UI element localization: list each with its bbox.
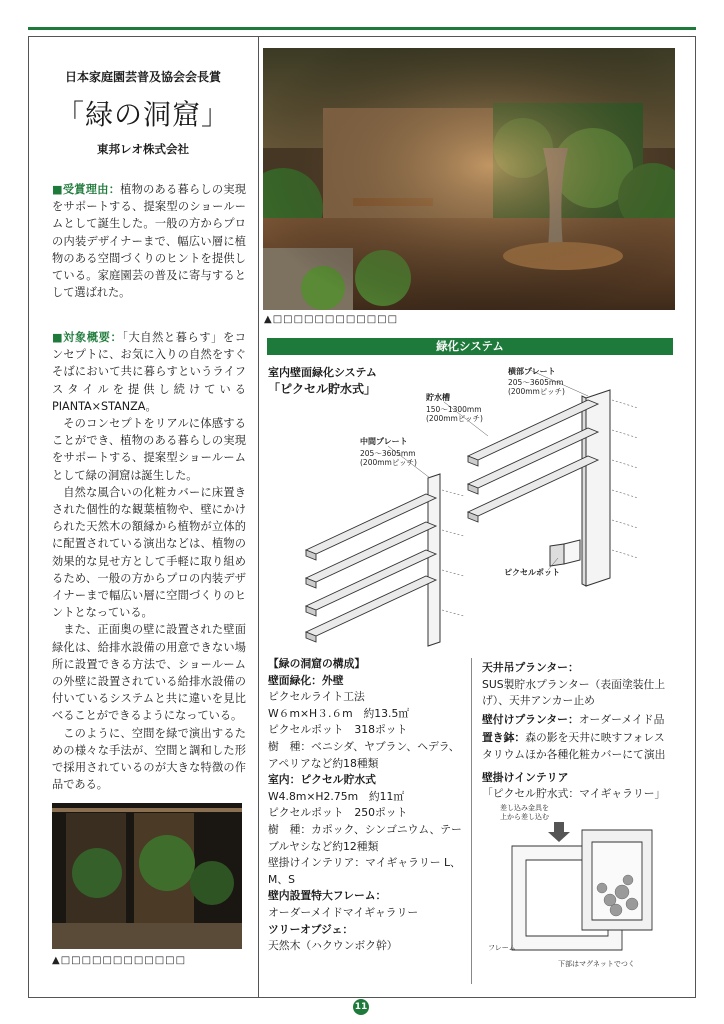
interior-species: 樹 種：カポック、シンゴニウム、テーブルヤシなど約12種類 xyxy=(268,822,462,853)
composition-heading: 【緑の洞窟の構成】 xyxy=(268,657,366,670)
overview-paragraph-3: 自然な風合いの化粧カバーに床置きされた個性的な観葉植物や、壁にかけられた天然木の額縁から植物が立体的に配置されている演出などは、植物の効果的な見せ方として手軽に取り組めるため、一般の方からプロの内装デザイナーまで幅広い層に空間づくりのヒントとなっている。 xyxy=(52,485,246,620)
pixel-system-diagram xyxy=(268,360,674,660)
label-top-plate-dim2: (200mmピッチ) xyxy=(508,387,565,396)
diagram-note-line1: 差し込み金具を xyxy=(500,804,549,812)
system-section-header: 緑化システム xyxy=(267,338,673,355)
reason-lead: ■受賞理由： xyxy=(52,183,121,196)
award-name: 日本家庭園芸普及協会会長賞 xyxy=(64,70,221,84)
frame-value: オーダーメイドマイギャラリー xyxy=(268,905,419,919)
label-top-plate-dim1: 205～3605mm xyxy=(508,378,564,387)
exterior-label: 壁面緑化：外壁 xyxy=(268,673,344,687)
exterior-size: W６m×H３.６m 約13.5㎡ xyxy=(268,706,410,720)
overview-lead: ■対象概要： xyxy=(52,331,123,344)
wall-interior-value: 「ピクセル貯水式：マイギャラリー」 xyxy=(482,787,666,801)
label-mid-plate-dim2: (200mmピッチ) xyxy=(360,458,417,467)
overview xyxy=(52,329,246,793)
label-tank: 貯水槽 xyxy=(426,393,450,402)
hanging-planter-label: 天井吊プランター： xyxy=(482,661,579,674)
tree-value: 天然木（ハクウンボク幹） xyxy=(268,939,398,953)
interior-size: W4.8m×H2.75m 約11㎡ xyxy=(268,789,405,803)
exterior-method: ピクセルライト工法 xyxy=(268,690,365,704)
award-reason xyxy=(52,181,246,301)
insert-arrow-icon xyxy=(548,822,570,842)
wall-planter-label: 壁付けプランター： xyxy=(482,712,579,726)
bottom-photo-caption: ▲□□□□□□□□□□□□ xyxy=(52,955,187,966)
frame-label: 壁内設置特大フレーム： xyxy=(268,889,387,903)
system-title-line1: 室内壁面緑化システム xyxy=(268,366,377,379)
overview-paragraph-5: このように、空間を緑で演出するための様々な手法が、空間と調和した形で採用されているのが大きな特徴の作品である。 xyxy=(52,726,246,792)
diagram-note-line2: 上から差し込む xyxy=(500,813,549,821)
top-accent-bar xyxy=(28,27,696,30)
floor-pot-value: 森の影を天井に映すフォレスタリウムほか各種化粧カバーにて演出 xyxy=(482,731,666,761)
composition-spec-left xyxy=(268,656,464,955)
hanging-planter-value: SUS製貯水プランター（表面塗装仕上げ）、天井アンカー止め xyxy=(482,677,666,708)
interior-label: 室内：ピクセル貯水式 xyxy=(268,773,376,787)
overview-paragraph-2: そのコンセプトをリアルに体感することができ、植物のある暮らしの実現をサポートする、提案型ショールームとして緑の洞窟は誕生した。 xyxy=(52,417,246,482)
label-tank-dim2: (200mmピッチ) xyxy=(426,414,483,423)
spec-divider xyxy=(471,658,472,984)
wall-planter-value: オーダーメイド品 xyxy=(578,712,665,726)
company-name: 東邦レオ株式会社 xyxy=(97,142,189,156)
interior-wall-art: 壁掛けインテリア：マイギャラリー L、M、S xyxy=(268,856,461,886)
gallery-frame-diagram xyxy=(482,800,674,972)
page-title: 「緑の洞窟」 xyxy=(55,98,230,131)
top-photo-caption: ▲□□□□□□□□□□□□ xyxy=(264,314,399,325)
entrance-photo xyxy=(52,803,242,949)
diagram-frame-label: フレーム xyxy=(488,944,516,952)
floor-pot-label: 置き鉢： xyxy=(482,731,526,745)
label-mid-plate-dim1: 205～3605mm xyxy=(360,449,416,458)
exterior-species: 樹 種：ベニシダ、ヤブラン、ヘデラ、アペリアなど約18種類 xyxy=(268,739,460,770)
overview-paragraph-4: また、正面奥の壁に設置された壁面緑化は、給排水設備の用意できない場所に設置できる方法で、ショールームの外壁に設置されている給排水設備の付いているシステムと共に違いを見比べることができるようになっている。 xyxy=(52,623,246,723)
page-number: 11 xyxy=(353,999,369,1015)
label-tank-dim1: 150～1300mm xyxy=(426,405,482,414)
reason-text: 植物のある暮らしの実現をサポートする、提案型のショールームとして誕生した。一般の方からプロの内装デザイナーまで、幅広い層に植物のある空間づくりのヒントを提供している。家庭園芸の普及に寄与するとして選ばれた。 xyxy=(52,183,246,300)
overview-text: 「大自然と暮らす」をコンセプトに、お気に入りの自然をすぐそばにおいて共に暮らすというライフスタイルを提供し続けているPIANTA×STANZA。 xyxy=(52,331,246,413)
diagram-bottom-note: 下部はマグネットでつく xyxy=(558,960,635,968)
system-title-line2: 「ピクセル貯水式」 xyxy=(268,382,377,396)
column-divider xyxy=(258,36,259,998)
wall-interior-label: 壁掛けインテリア xyxy=(482,770,569,784)
label-mid-plate: 中間プレート xyxy=(360,437,408,446)
label-pixel-pot: ピクセルポット xyxy=(504,568,560,577)
interior-pot: ピクセルポット 250ポット xyxy=(268,806,408,820)
composition-spec-right xyxy=(482,660,674,803)
label-top-plate: 横部プレート xyxy=(508,367,556,376)
exterior-pot: ピクセルポット 318ポット xyxy=(268,723,408,737)
showroom-photo xyxy=(263,48,675,310)
tree-label: ツリーオブジェ： xyxy=(268,922,354,936)
